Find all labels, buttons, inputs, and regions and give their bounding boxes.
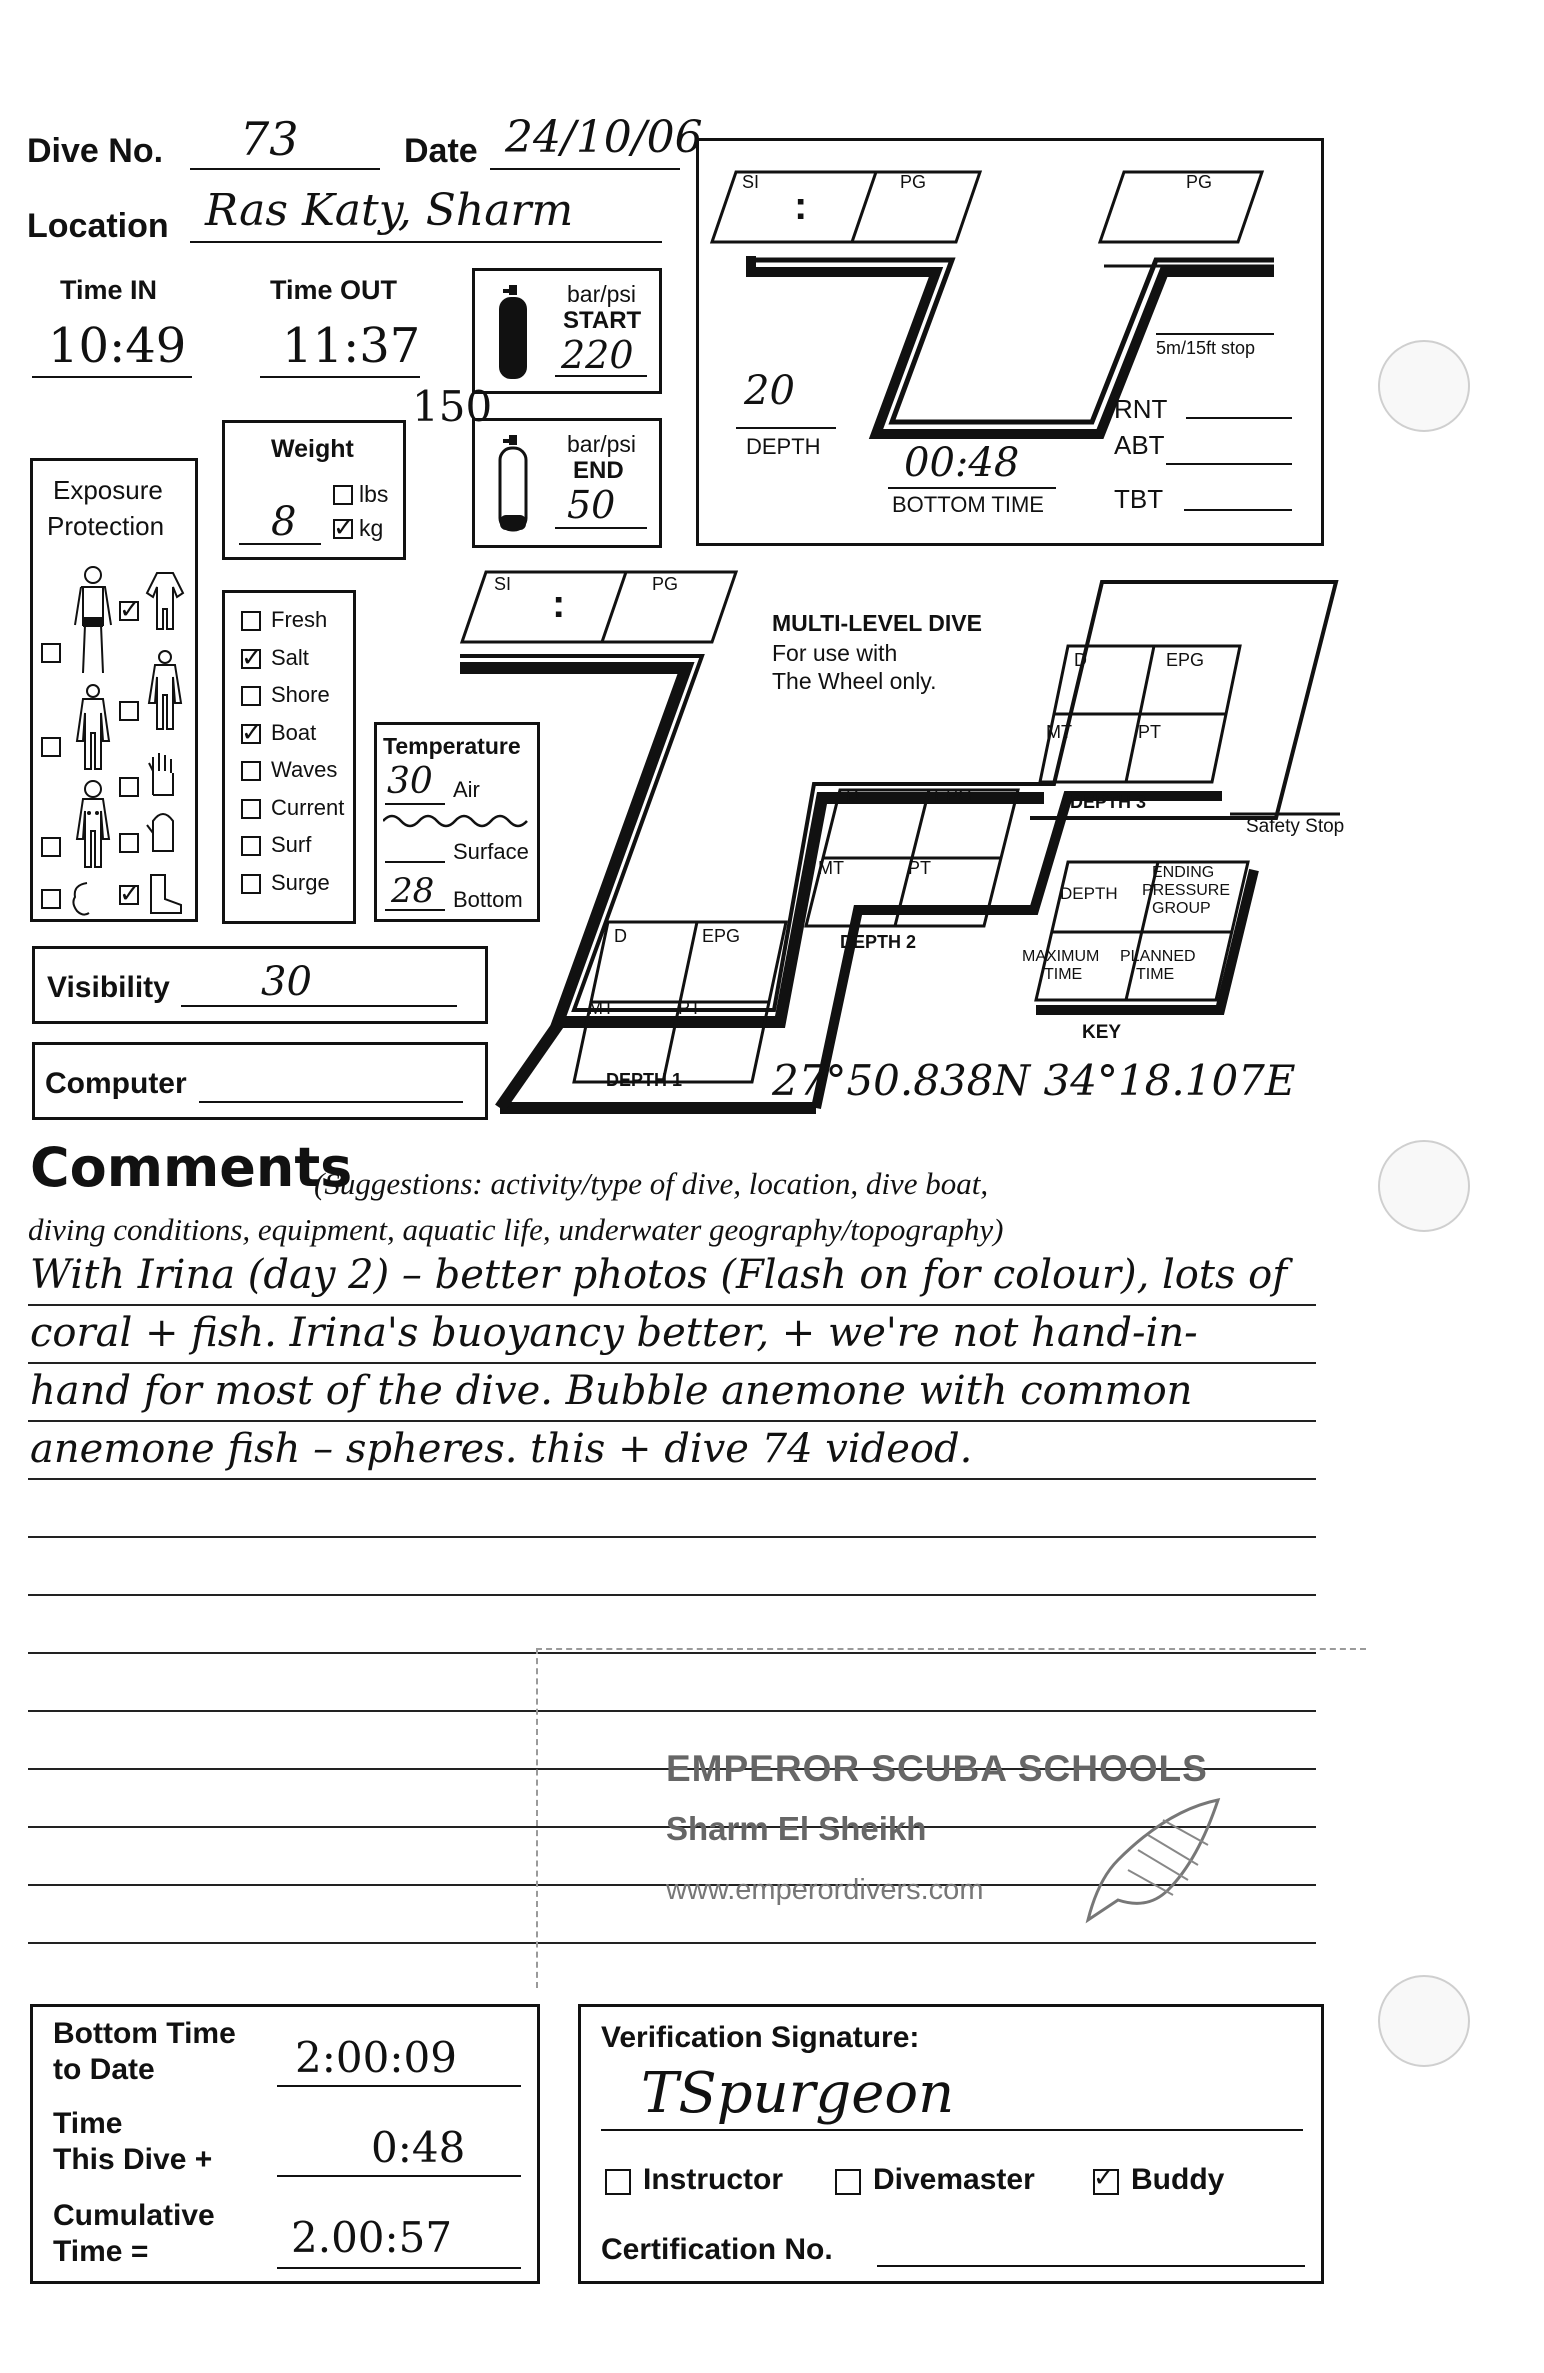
key-epg-label-2: PRESSURE — [1142, 882, 1231, 899]
depth2-d-label: D — [846, 786, 859, 806]
signature-line — [601, 2129, 1303, 2131]
profile-pg-label: PG — [900, 172, 927, 192]
hooded-suit-icon — [71, 779, 115, 871]
depth1-pt-label: PT — [678, 998, 702, 1018]
key-label: KEY — [1082, 1022, 1122, 1043]
weight-value[interactable]: 8 — [271, 499, 297, 545]
tank-start-unit: bar/psi — [567, 281, 637, 307]
exposure-title-1: Exposure — [53, 475, 163, 505]
totals-box — [30, 2004, 540, 2284]
comment-text-1[interactable]: With Irina (day 2) – better photos (Flash on for colour), lots of — [30, 1252, 1288, 1298]
binder-hole — [1378, 340, 1470, 432]
cum-label-2: Time = — [53, 2235, 149, 2268]
location-line — [190, 241, 662, 243]
ml-si-value[interactable]: : — [552, 582, 566, 626]
condition-label-shore: Shore — [271, 682, 330, 707]
gps-coordinates: 27°50.838N 34°18.107E — [772, 1056, 1296, 1105]
boot-icon — [145, 873, 185, 915]
ttd-value[interactable]: 0:48 — [371, 2123, 466, 2172]
depth2-label: DEPTH 2 — [840, 932, 917, 952]
tank-empty-icon — [497, 435, 529, 535]
depth1-label: DEPTH 1 — [606, 1070, 683, 1090]
condition-checkbox-surf[interactable] — [241, 836, 261, 856]
time-in-value[interactable]: 10:49 — [48, 318, 187, 374]
tbt-label: TBT — [1114, 484, 1164, 514]
cum-value[interactable]: 2.00:57 — [291, 2213, 453, 2262]
time-out-value[interactable]: 11:37 — [282, 318, 421, 374]
condition-label-salt: Salt — [271, 644, 309, 670]
key-mt-label-2: TIME — [1044, 966, 1083, 983]
depth-value[interactable]: 20 — [744, 368, 795, 414]
surface-temp-line — [385, 861, 445, 863]
comment-text-4[interactable]: anemone fish – spheres. this + dive 74 videod. — [30, 1426, 973, 1472]
cert-line — [877, 2265, 1305, 2267]
btd-label-1: Bottom Time — [53, 2017, 236, 2050]
stamp-line-3: www.emperordivers.com — [666, 1874, 984, 1906]
comment-text-2[interactable]: coral + fish. Irina's buoyancy better, + we're not hand-in- — [30, 1310, 1198, 1356]
computer-box — [32, 1042, 488, 1120]
ml-si-label: SI — [494, 574, 512, 594]
bottom-time-label: BOTTOM TIME — [892, 492, 1044, 517]
kg-label: kg — [359, 515, 384, 541]
swimsuit-icon — [71, 565, 115, 677]
tank-end-box — [472, 418, 662, 548]
depth1-epg-label: EPG — [702, 926, 741, 946]
comment-line — [28, 1420, 1316, 1422]
condition-label-current: Current — [271, 794, 345, 820]
comment-text-3[interactable]: hand for most of the dive. Bubble anemone with common — [30, 1368, 1193, 1414]
lbs-checkbox[interactable] — [333, 485, 353, 505]
condition-checkbox-surge[interactable] — [241, 874, 261, 894]
safety-stop-label: Safety Stop — [1246, 816, 1345, 837]
instructor-label: Instructor — [643, 2163, 784, 2196]
kg-checkbox[interactable] — [333, 519, 353, 539]
air-temp-label: Air — [453, 777, 480, 802]
btd-value[interactable]: 2:00:09 — [295, 2033, 457, 2082]
ttd-label-2: This Dive + — [53, 2143, 213, 2176]
tank-end-value[interactable]: 50 — [567, 483, 616, 527]
visibility-value[interactable]: 30 — [261, 959, 312, 1005]
condition-checkbox-salt[interactable] — [241, 649, 261, 669]
shorty-checkbox[interactable] — [119, 601, 139, 621]
dive-no-line — [190, 168, 380, 170]
computer-label: Computer — [45, 1067, 187, 1100]
tank-start-label: START — [563, 307, 642, 334]
multilevel-title: MULTI-LEVEL DIVE — [772, 610, 982, 636]
condition-checkbox-current[interactable] — [241, 799, 261, 819]
lbs-label: lbs — [359, 481, 389, 507]
exposure-title-2: Protection — [47, 511, 165, 541]
rnt-label: RNT — [1114, 394, 1168, 424]
abt-label: ABT — [1114, 430, 1165, 460]
fullsuit-checkbox[interactable] — [41, 737, 61, 757]
drysuit-checkbox[interactable] — [119, 701, 139, 721]
comments-suggestions-1: (Suggestions: activity/type of dive, location, dive boat, — [314, 1166, 989, 1201]
location-label: Location — [27, 207, 169, 245]
condition-checkbox-fresh[interactable] — [241, 611, 261, 631]
key-pt-label-2: TIME — [1136, 966, 1175, 983]
divemaster-checkbox[interactable] — [835, 2169, 861, 2195]
depth3-d-label: D — [1074, 650, 1087, 670]
temperature-title: Temperature — [383, 733, 521, 759]
stamp-fish-logo — [1078, 1790, 1238, 1930]
cum-line — [277, 2267, 521, 2269]
date-label: Date — [404, 132, 478, 170]
location-value[interactable]: Ras Katy, Sharm — [205, 185, 574, 236]
condition-label-fresh: Fresh — [271, 607, 328, 632]
hood-checkbox[interactable] — [41, 889, 61, 909]
depth3-pt-label: PT — [1138, 722, 1162, 742]
weight-line — [239, 543, 321, 545]
surface-temp-label: Surface — [453, 839, 529, 864]
date-line — [490, 168, 680, 170]
visibility-box — [32, 946, 488, 1024]
tank-start-box — [472, 268, 662, 394]
profile-si-label: SI — [742, 172, 760, 192]
fullsuit-icon — [71, 683, 115, 773]
depth1-mt-label: MT — [588, 998, 614, 1018]
condition-label-boat: Boat — [271, 719, 317, 745]
ml-pg-label: PG — [652, 574, 679, 594]
tank-start-note: 150 — [412, 382, 493, 431]
stop-label: 5m/15ft stop — [1156, 338, 1256, 358]
boots-checkbox[interactable] — [119, 885, 139, 905]
time-in-line — [32, 376, 192, 378]
bottom-time-value[interactable]: 00:48 — [904, 440, 1020, 486]
buddy-label: Buddy — [1131, 2163, 1225, 2196]
date-value[interactable]: 24/10/06 — [505, 112, 703, 163]
condition-checkbox-waves[interactable] — [241, 761, 261, 781]
depth3-mt-label: MT — [1046, 722, 1072, 742]
drysuit-icon — [145, 649, 185, 733]
comments-suggestions-2: diving conditions, equipment, aquatic life, underwater geography/topography) — [28, 1212, 1004, 1247]
btd-label-2: to Date — [53, 2053, 155, 2086]
mitt-icon — [145, 807, 181, 853]
visibility-label: Visibility — [47, 971, 170, 1004]
shorty-icon — [143, 569, 187, 633]
condition-checkbox-shore[interactable] — [241, 686, 261, 706]
depth3-label: DEPTH 3 — [1070, 792, 1147, 812]
key-pt-label-1: PLANNED — [1120, 948, 1196, 965]
condition-label-surge: Surge — [271, 869, 330, 895]
signature[interactable]: TSpurgeon — [641, 2061, 955, 2126]
instructor-checkbox[interactable] — [605, 2169, 631, 2195]
depth3-epg-label: EPG — [1166, 650, 1205, 670]
tank-end-line — [555, 527, 647, 529]
swimsuit-checkbox[interactable] — [41, 643, 61, 663]
key-depth-label: DEPTH — [1060, 884, 1118, 903]
time-out-label: Time OUT — [270, 275, 398, 305]
multilevel-sub2: The Wheel only. — [772, 668, 937, 694]
depth2-epg-label: EPG — [934, 786, 973, 806]
profile-si-value[interactable]: : — [794, 184, 808, 228]
ttd-label-1: Time — [53, 2107, 123, 2140]
air-temp-line — [385, 803, 445, 805]
comments-title: Comments — [30, 1136, 353, 1199]
mitts-checkbox[interactable] — [119, 833, 139, 853]
stamp-line-1: EMPEROR SCUBA SCHOOLS — [666, 1748, 1208, 1789]
glove-icon — [145, 751, 181, 797]
conditions-box — [222, 590, 356, 924]
tank-end-unit: bar/psi — [567, 431, 637, 457]
computer-line — [199, 1101, 463, 1103]
multilevel-sub1: For use with — [772, 640, 898, 666]
key-epg-label-3: GROUP — [1152, 900, 1211, 917]
comment-line — [28, 1536, 1316, 1538]
bottom-temp-line — [385, 909, 445, 911]
depth-label: DEPTH — [746, 434, 821, 459]
cum-label-1: Cumulative — [53, 2199, 215, 2232]
hood-icon — [69, 881, 95, 917]
company-stamp — [536, 1648, 1366, 1988]
condition-label-waves: Waves — [271, 757, 338, 782]
binder-hole — [1378, 1140, 1470, 1232]
air-temp-value[interactable]: 30 — [387, 761, 433, 802]
verification-box — [578, 2004, 1324, 2284]
hooded-suit-checkbox[interactable] — [41, 837, 61, 857]
tank-start-line — [555, 375, 647, 377]
binder-hole — [1378, 1975, 1470, 2067]
weight-label: Weight — [271, 435, 354, 463]
condition-label-surf: Surf — [271, 832, 312, 857]
profile-pg2-label: PG — [1186, 172, 1213, 192]
btd-line — [277, 2085, 521, 2087]
divemaster-label: Divemaster — [873, 2163, 1035, 2196]
depth1-d-label: D — [614, 926, 627, 946]
dive-no-value[interactable]: 73 — [240, 112, 299, 166]
depth2-pt-label: PT — [908, 858, 932, 878]
weight-box — [222, 420, 406, 560]
tank-full-icon — [497, 285, 529, 381]
time-in-label: Time IN — [60, 275, 158, 305]
stamp-line-2: Sharm El Sheikh — [666, 1810, 927, 1847]
gloves-checkbox[interactable] — [119, 777, 139, 797]
exposure-box — [30, 458, 198, 922]
tank-end-label: END — [573, 457, 624, 484]
comment-line — [28, 1304, 1316, 1306]
verification-title: Verification Signature: — [601, 2021, 920, 2054]
buddy-checkbox[interactable] — [1093, 2169, 1119, 2195]
comment-line — [28, 1478, 1316, 1480]
visibility-line — [181, 1005, 457, 1007]
time-out-line — [260, 376, 420, 378]
cert-label: Certification No. — [601, 2233, 833, 2266]
condition-checkbox-boat[interactable] — [241, 724, 261, 744]
key-epg-label-1: ENDING — [1152, 864, 1215, 881]
dive-no-label: Dive No. — [27, 132, 164, 170]
comment-line — [28, 1362, 1316, 1364]
ttd-line — [277, 2175, 521, 2177]
key-mt-label-1: MAXIMUM — [1022, 948, 1100, 965]
bottom-temp-value[interactable]: 28 — [391, 871, 435, 911]
comment-line — [28, 1594, 1316, 1596]
tank-start-value[interactable]: 220 — [561, 333, 634, 377]
depth2-mt-label: MT — [818, 858, 844, 878]
bottom-temp-label: Bottom — [453, 887, 523, 912]
